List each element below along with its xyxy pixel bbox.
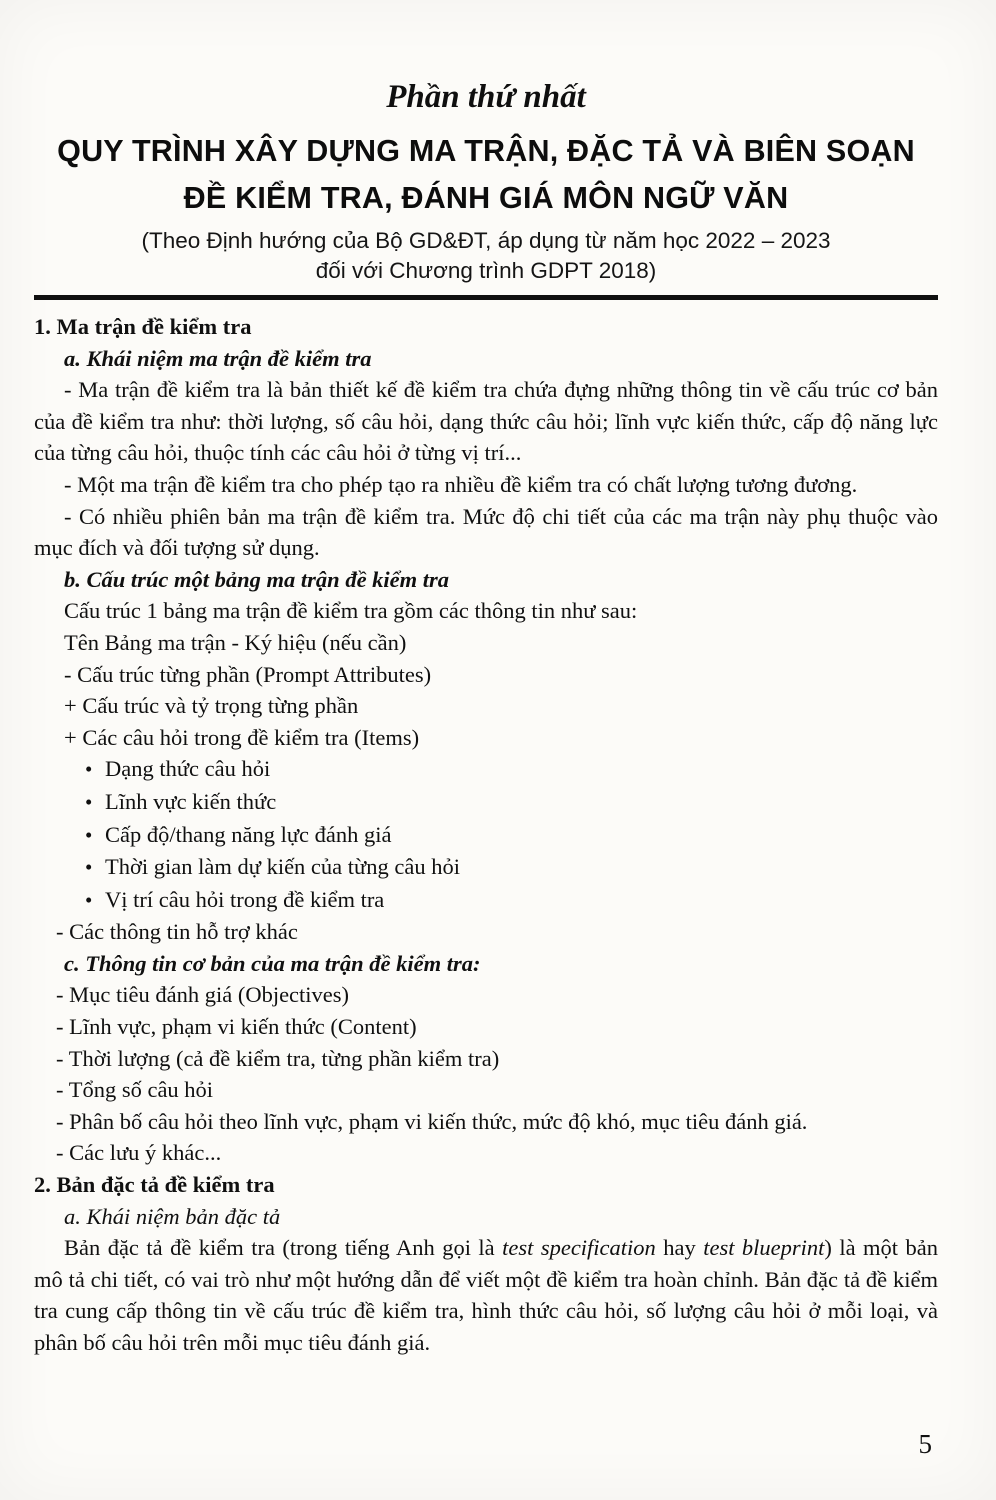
list-line: - Thời lượng (cả đề kiểm tra, từng phần kiểm tra) — [56, 1045, 500, 1071]
header-rule — [34, 295, 938, 300]
list-line: - Phân bố câu hỏi theo lĩnh vực, phạm vi kiến thức, mức độ khó, mục tiêu đánh giá. — [56, 1108, 808, 1134]
title-line: ĐỀ KIỂM TRA, ĐÁNH GIÁ MÔN NGỮ VĂN — [183, 181, 789, 215]
list-line: - Mục tiêu đánh giá (Objectives) — [56, 982, 350, 1008]
paragraph: - Có nhiều phiên bản ma trận đề kiểm tra. Mức độ chi tiết của các ma trận này phụ thuộc vào mục đích và đối tượng sử dụng. — [34, 503, 938, 561]
list-line: - Lĩnh vực, phạm vi kiến thức (Content) — [56, 1014, 417, 1040]
list-line: - Tổng số câu hỏi — [56, 1077, 214, 1103]
bullet-text: Thời gian làm dự kiến của từng câu hỏi — [105, 854, 460, 880]
bullet-icon: • — [85, 789, 93, 814]
document-body — [34, 311, 938, 1359]
bullet-text: Lĩnh vực kiến thức — [105, 788, 277, 814]
bullet-icon: • — [85, 822, 93, 847]
bullet-text: Vị trí câu hỏi trong đề kiểm tra — [105, 886, 385, 912]
document-header — [34, 78, 938, 300]
bullet-text: Dạng thức câu hỏi — [105, 756, 271, 782]
paragraph: - Một ma trận đề kiểm tra cho phép tạo ra nhiều đề kiểm tra có chất lượng tương đương. — [64, 471, 858, 497]
bullet-item — [34, 786, 938, 819]
text-segment: hay — [655, 1235, 704, 1261]
text-segment-italic: test blueprint — [703, 1235, 825, 1261]
document-title — [34, 128, 938, 222]
list-line: - Các lưu ý khác... — [56, 1140, 222, 1166]
list-line: + Cấu trúc và tỷ trọng từng phần — [64, 693, 359, 719]
list-line: Cấu trúc 1 bảng ma trận đề kiểm tra gồm các thông tin như sau: — [64, 598, 638, 624]
title-line: QUY TRÌNH XÂY DỰNG MA TRẬN, ĐẶC TẢ VÀ BIÊN SOẠN — [57, 134, 915, 168]
text-segment: Bản đặc tả đề kiểm tra (trong tiếng Anh gọi là — [64, 1235, 503, 1261]
section-1b-heading: b. Cấu trúc một bảng ma trận đề kiểm tra — [64, 566, 450, 592]
list-line: + Các câu hỏi trong đề kiểm tra (Items) — [64, 724, 420, 750]
list-line: - Cấu trúc từng phần (Prompt Attributes) — [64, 661, 432, 687]
bullet-text: Cấp độ/thang năng lực đánh giá — [105, 821, 392, 847]
document-subtitle — [34, 226, 938, 286]
text-segment: ) là một bản mô tả chi tiết, có vai trò như một hướng dẫn để viết một đề kiểm tra hoàn chỉnh. Bản đặc tả đề kiểm tra cung cấp thông tin về cấu trúc đề kiểm tra, hình thức câu hỏi, số lượng câu hỏi ở mỗi loại, và phân bố câu hỏi trên mỗi mục tiêu đánh giá. — [34, 1235, 938, 1355]
subtitle-line: (Theo Định hướng của Bộ GD&ĐT, áp dụng từ năm học 2022 – 2023 — [141, 228, 831, 253]
paragraph: - Ma trận đề kiểm tra là bản thiết kế đề kiểm tra chứa đựng những thông tin về cấu trúc cơ bản của đề kiểm tra như: thời lượng, số câu hỏi, dạng thức câu hỏi; lĩnh vực kiến thức, cấp độ năng lực của từng câu hỏi, thuộc tính các câu hỏi ở từng vị trí... — [34, 377, 938, 466]
bullet-item — [34, 819, 938, 852]
section-2-heading: 2. Bản đặc tả đề kiểm tra — [34, 1172, 275, 1198]
paragraph — [34, 1232, 938, 1358]
section-1-heading: 1. Ma trận đề kiểm tra — [34, 314, 252, 339]
section-1c-heading: c. Thông tin cơ bản của ma trận đề kiểm tra: — [64, 950, 481, 976]
text-segment-italic: test specification — [502, 1235, 656, 1261]
list-line: - Các thông tin hỗ trợ khác — [56, 919, 298, 945]
section-2a-heading: a. Khái niệm bản đặc tả — [64, 1203, 281, 1229]
bullet-item — [34, 753, 938, 786]
list-line: Tên Bảng ma trận - Ký hiệu (nếu cần) — [64, 629, 407, 655]
subtitle-line: đối với Chương trình GDPT 2018) — [315, 258, 657, 283]
bullet-item — [34, 884, 938, 917]
bullet-icon: • — [85, 887, 93, 912]
section-1a-heading: a. Khái niệm ma trận đề kiểm tra — [64, 345, 372, 371]
bullet-icon: • — [85, 757, 93, 782]
part-label: Phần thứ nhất — [386, 79, 586, 115]
page-number: 5 — [918, 1429, 932, 1459]
bullet-icon: • — [85, 855, 93, 880]
bullet-item — [34, 851, 938, 884]
